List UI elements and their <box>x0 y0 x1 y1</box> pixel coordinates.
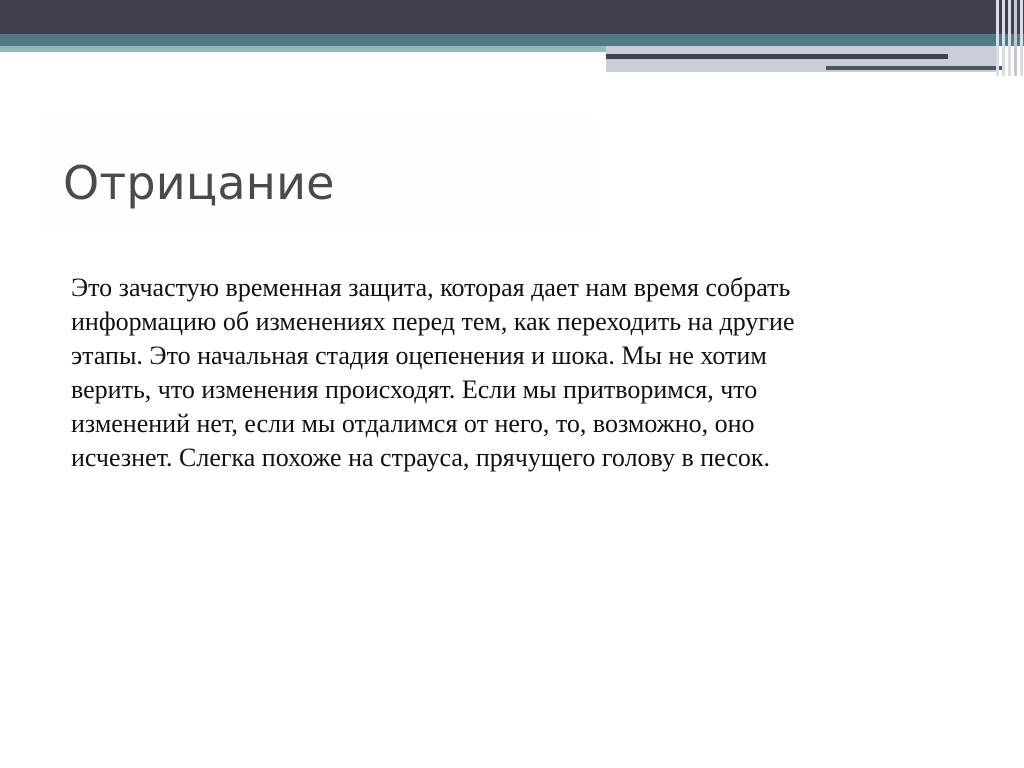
vertical-stripe <box>1008 0 1011 76</box>
header-vertical-stripes <box>994 0 1024 76</box>
slide-body-text <box>71 271 971 475</box>
header-band-line-lower <box>826 66 1004 70</box>
body-line: верить, что изменения происходят. Если мы притворимся, что <box>71 375 758 404</box>
body-line: изменений нет, если мы отдалимся от него, то, возможно, оно <box>71 409 755 438</box>
body-line: исчезнет. Слегка похоже на страуса, прячущего голову в песок. <box>71 443 770 472</box>
header-band-teal <box>0 34 1024 46</box>
header-band-light-teal <box>0 46 606 52</box>
header-band-line-upper <box>606 54 948 59</box>
header-band-dark <box>0 0 1024 34</box>
body-line: Это зачастую временная защита, которая дает нам время собрать <box>71 273 791 302</box>
vertical-stripe <box>1020 0 1023 76</box>
slide-title: Отрицание <box>63 156 335 210</box>
vertical-stripe <box>1014 0 1017 76</box>
vertical-stripe <box>996 0 999 76</box>
body-line: информацию об изменениях перед тем, как переходить на другие <box>71 307 795 336</box>
body-line: этапы. Это начальная стадия оцепенения и шока. Мы не хотим <box>71 341 767 370</box>
vertical-stripe <box>1002 0 1005 76</box>
